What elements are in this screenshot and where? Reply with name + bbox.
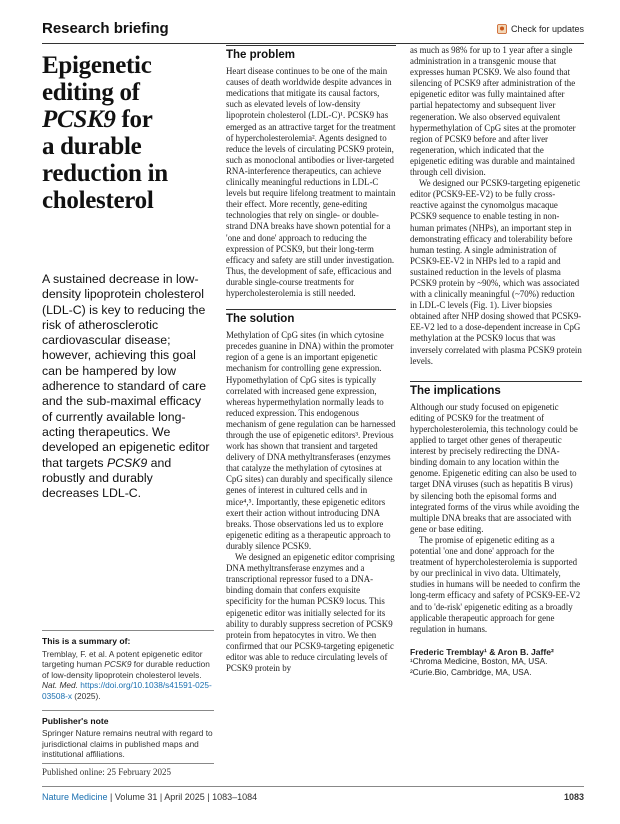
summary-citation: Tremblay, F. et al. A potent epigenetic editor targeting human PCSK9 for durable reduction of low-density lipoprotein cholesterol levels. Nat. Med. https://doi.org/10.1038/s41591-025-03508-x (2025). — [42, 648, 212, 701]
implications-heading: The implications — [410, 384, 501, 397]
implications-text-1: Although our study focused on epigenetic editing of PCSK9 for the treatment of hypercholesterolemia, this technology could be applied to target other genes of therapeutic interest by precisely redirecting the DNA-binding domain to any location within the genome. Epigenetic editing can also be used to target DNA viruses (such as hepatitis B virus) by silencing both the episomal forms and integrated forms of the virus while avoiding the multiple DNA breaks that are associated with gene or base editing. — [410, 401, 580, 534]
published-date: Published online: 25 February 2025 — [42, 767, 171, 777]
problem-text: Heart disease continues to be one of the main causes of death worldwide despite advances in medications that mitigate its causal factors, such as elevated levels of low-density lipoprotein cholesterol (LDL-C)¹. PCSK9 has emerged as an attractive target for the treatment of hypercholesterolemia². Agents designed to reduce the levels of circulating PCSK9 protein, such as monoclonal antibodies or liver-targeted RNA-interference therapeutics, can achieve clinically meaningful reductions in LDL-C levels but require lifelong treatment to maintain their effect. More recently, gene-editing technologies that rely on single- or double-strand DNA breaks have shown potential for a 'one and done' approach to reducing the expression of PCSK9, but their long-term efficacy and safety are still under investigation. Thus, the development of safe, efficacious and durable single-course treatments for hypercholesterolemia is still needed. — [226, 66, 396, 298]
solution-heading: The solution — [226, 313, 295, 326]
implications-text-2: The promise of epigenetic editing as a potential 'one and done' approach for the treatment of hypercholesterolemia is supported by our preclinical in vivo data. Ultimately, studies in humans will be needed to confirm the long-term efficacy and safety of PCSK9-EE-V2 and to 'de-risk' epigenetic editing as a broadly applicable therapeutic approach for gene regulation in humans. — [410, 534, 581, 634]
footer-journal — [42, 792, 257, 802]
column-2 — [226, 45, 396, 674]
header-rule — [42, 43, 584, 44]
footer-volume: | Volume 31 | April 2025 | 1083–1084 — [107, 792, 258, 802]
summary-block — [42, 630, 214, 760]
published-rule — [42, 763, 214, 764]
affiliation-2: ²Curie.Bio, Cambridge, MA, USA. — [410, 667, 532, 677]
section-label: Research briefing — [42, 20, 169, 37]
check-for-updates-button[interactable] — [497, 24, 584, 34]
solution-text-1: Methylation of CpG sites (in which cytosine precedes guanine in DNA) within the promoter region of a gene is an important epigenetic mechanism for controlling gene expression. Hypomethylation of CpG sites is typically correlated with increased gene expression, whereas hypermethylation normally leads to reduced expression. This endogenous mechanism of gene regulation can be harnessed through the use of epigenetic editors³. Previous work has shown that transient and targeted delivery of DNA methyltransferases (enzymes that catalyze the methylation of cytosines at CpG sites) can durably and specifically silence genes of interest in cultured cells and in mice⁴,⁵. Importantly, these epigenetic editors exert their action without introducing DNA breaks. Those observations led us to explore epigenetic editing as a therapeutic approach to durably silence PCSK9. — [226, 330, 396, 551]
publishers-note: Publisher's note Springer Nature remains neutral with regard to jurisdictional claims in published maps and institutional affiliations. — [42, 710, 214, 760]
footer-rule — [42, 786, 584, 787]
column-3 — [410, 45, 582, 678]
author-names: Frederic Tremblay¹ & Aron B. Jaffe² — [410, 646, 554, 657]
col3-text-2: We designed our PCSK9-targeting epigenetic editor (PCSK9-EE-V2) to be fully cross-reactive against the cynomolgus macaque PCSK9 sequence to enable testing in non-human primates (NHPs), an important step in demonstrating efficacy and tolerability before human testing. A single administration of PCSK9-EE-V2 in NHPs led to a rapid and sustained reduction in the levels of plasma PCSK9 protein by ~90%, which was associated with a clinically meaningful (~70%) reduction in LDL-C levels (Fig. 1). Liver biopsies obtained after NHP dosing showed that PCSK9-EE-V2 led to a dose-dependent increase in CpG methylation at the PCSK9 locus that was inversely correlated with plasma PCSK9 protein levels. — [410, 178, 582, 366]
problem-heading: The problem — [226, 49, 296, 61]
footer-journal-name: Nature Medicine — [42, 792, 108, 802]
summary-heading: This is a summary of: — [42, 636, 131, 646]
solution-text-2: We designed an epigenetic editor comprising DNA methyltransferase enzymes and a transcriptional repressor fused to a DNA-binding domain that confers exquisite specificity for the human PCSK9 locus. This epigenetic editor was initially selected for its ability to durably suppress secretion of PCSK9 protein from hepatocytes in vitro. We then confirmed that our PCSK9-targeting epigenetic editor was able to reduce circulating levels of PCSK9 protein by — [226, 552, 395, 673]
check-updates-icon — [497, 24, 507, 34]
standfirst: A sustained decrease in low-density lipoprotein cholesterol (LDL-C) is key to reducing the risk of atherosclerotic cardiovascular disease; however, achieving this goal can be hampered by low adherence to standard of care and the sub-maximal efficacy of currently available long-acting therapeutics. We developed an epigenetic editor that targets PCSK9 and robustly and durably decreases LDL-C. — [42, 272, 210, 501]
page-number: 1083 — [563, 792, 584, 802]
doi-link[interactable]: https://doi.org/10.1038/s41591-025-03508-x — [42, 680, 212, 701]
col3-text-1: as much as 98% for up to 1 year after a single administration in a transgenic mouse that expresses human PCSK9. We also found that silencing of PCSK9 after administration of the epigenetic editor was fully maintained after partial hepatectomy and subsequent liver regeneration. We also observed equivalent hypermethylation of CpG sites at the promoter region of PCSK9 before and after liver regeneration, which indicated that the epigenetic editing was durable and maintained through cell division. — [410, 45, 576, 178]
article-title: Epigenetic editing of PCSK9 for a durable reduction in cholesterol — [42, 52, 168, 214]
check-updates-label: Check for updates — [510, 24, 584, 34]
affiliation-1: ¹Chroma Medicine, Boston, MA, USA. — [410, 657, 548, 667]
authors-block — [410, 647, 582, 678]
